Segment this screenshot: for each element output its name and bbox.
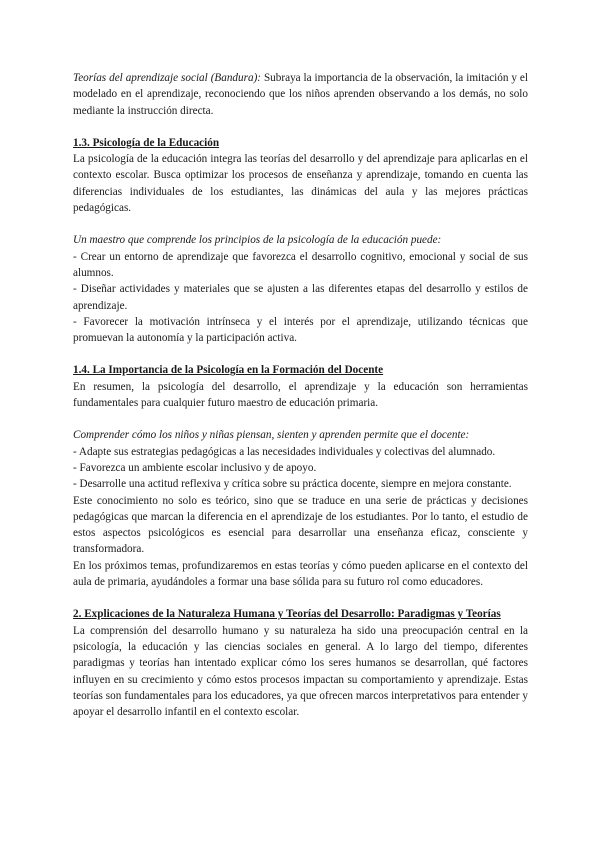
paragraph-2: La comprensión del desarrollo humano y su naturaleza ha sido una preocupación central en la psicología, la educación y las ciencias sociales en general. A lo largo del tiempo, diferentes paradigmas y teorías han intentado explicar cómo los seres humanos se desarrollan, qué factores influyen en su crecimiento y cómo estos procesos impactan su comportamiento y aprendizaje. Estas teorías son fundamentales para los educadores, ya que ofrecen marcos interpretativos para entender y apoyar el desarrollo infantil en el contexto escolar. xyxy=(73,624,528,719)
list-item: - Desarrolle una actitud reflexiva y crítica sobre su práctica docente, siempre en mejora constante. xyxy=(73,478,512,491)
paragraph-1-4-b: Este conocimiento no solo es teórico, sino que se traduce en una serie de prácticas y decisiones pedagógicas que marcan la diferencia en el aprendizaje de los estudiantes. Por lo tanto, el estudio de estos aspectos psicológicos es esencial para desarrollar una enseñanza eficaz, consciente y transformadora. xyxy=(73,494,528,556)
heading-1-4: 1.4. La Importancia de la Psicología en la Formación del Docente xyxy=(73,364,384,377)
list-item: - Diseñar actividades y materiales que se ajusten a las diferentes etapas del desarrollo y estilos de aprendizaje. xyxy=(73,283,528,312)
paragraph-1-4: En resumen, la psicología del desarrollo, el aprendizaje y la educación son herramientas fundamentales para cualquier futuro maestro de educación primaria. xyxy=(73,380,528,410)
paragraph-1-3: La psicología de la educación integra las teorías del desarrollo y del aprendizaje para aplicarlas en el contexto escolar. Busca optimizar los procesos de enseñanza y aprendizaje, tomando en cuenta las diferencias individuales de los estudiantes, las dinámicas del aula y las mejores prácticas pedagógicas. xyxy=(73,153,528,215)
list-intro-1-3: Un maestro que comprende los principios de la psicología de la educación puede: xyxy=(73,234,442,247)
list-item: - Favorecer la motivación intrínseca y el interés por el aprendizaje, utilizando técnicas que promuevan la autonomía y la participación activa. xyxy=(73,315,528,345)
intro-lead: Teorías del aprendizaje social (Bandura): xyxy=(73,72,262,84)
paragraph-1-4-c: En los próximos temas, profundizaremos en estas teorías y cómo pueden aplicarse en el contexto del aula de primaria, ayudándoles a formar una base sólida para su futuro rol como educadores. xyxy=(73,559,528,589)
heading-1-3: 1.3. Psicología de la Educación xyxy=(73,136,220,149)
intro-text: Subraya la importancia de la observación, la imitación y el modelado en el aprendizaje, reconociendo que los niños aprenden observando a los demás, no solo mediante la instrucción directa. xyxy=(73,72,528,117)
list-item: - Favorezca un ambiente escolar inclusivo y de apoyo. xyxy=(73,461,317,474)
list-intro-1-4: Comprender cómo los niños y niñas piensan, sienten y aprenden permite que el docente: xyxy=(73,429,470,442)
list-item: - Adapte sus estrategias pedagógicas a las necesidades individuales y colectivas del alumnado. xyxy=(73,445,496,458)
document-page xyxy=(73,70,528,720)
intro-paragraph xyxy=(73,70,528,119)
list-item: - Crear un entorno de aprendizaje que favorezca el desarrollo cognitivo, emocional y social de sus alumnos. xyxy=(73,250,528,279)
heading-2: 2. Explicaciones de la Naturaleza Humana y Teorías del Desarrollo: Paradigmas y Teorías xyxy=(73,608,501,621)
